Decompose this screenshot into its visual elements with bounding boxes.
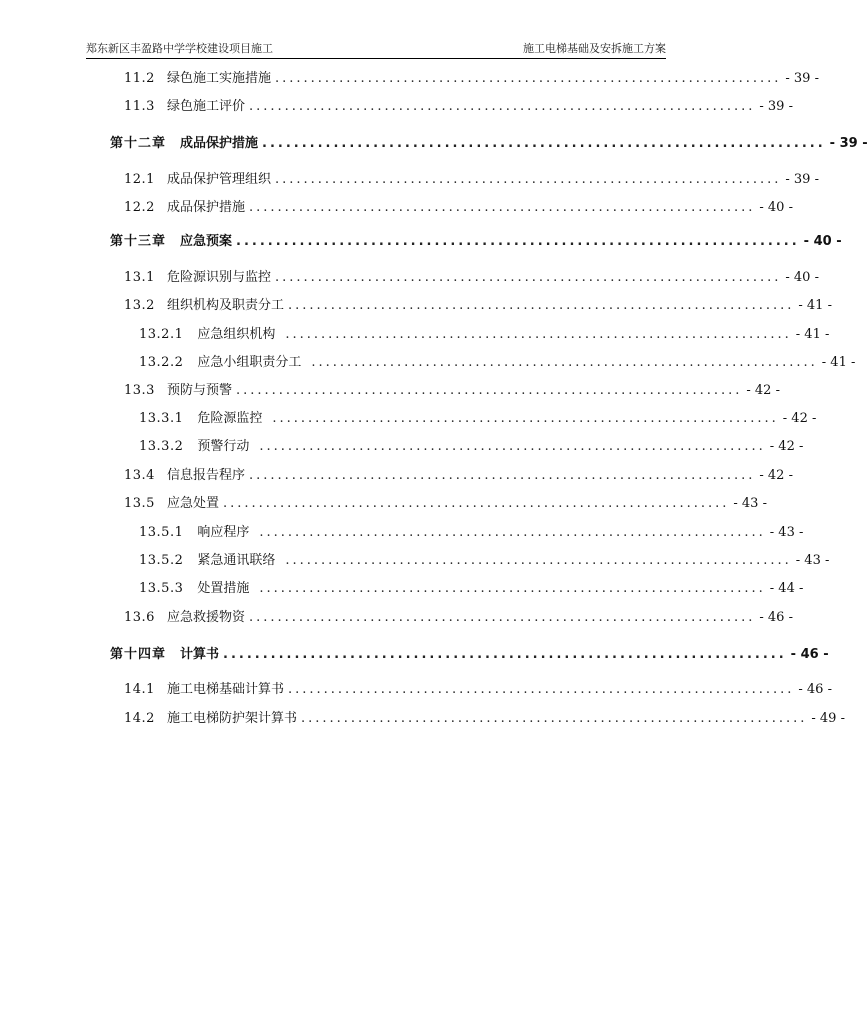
toc-leader: ....................................................................... bbox=[300, 711, 808, 726]
toc-page: - 43 - bbox=[733, 496, 767, 511]
toc-title: 预警行动 bbox=[197, 439, 250, 454]
toc-number: 13.5.3 bbox=[139, 581, 184, 596]
toc-entry[interactable] bbox=[124, 199, 793, 217]
toc-entry[interactable] bbox=[139, 326, 830, 344]
toc-leader: ....................................................................... bbox=[236, 234, 800, 249]
toc-leader: ....................................................................... bbox=[259, 525, 766, 540]
toc-entry[interactable] bbox=[124, 710, 845, 728]
toc-page: - 40 - bbox=[803, 234, 842, 249]
toc-leader: ....................................................................... bbox=[262, 136, 826, 151]
toc-page: - 39 - bbox=[829, 136, 868, 151]
toc-page: - 42 - bbox=[769, 439, 804, 454]
toc-entry[interactable] bbox=[139, 580, 804, 598]
toc-title: 处置措施 bbox=[197, 581, 250, 596]
toc-number: 13.3 bbox=[124, 383, 155, 398]
page-header bbox=[86, 40, 666, 59]
toc-number: 14.1 bbox=[124, 682, 155, 697]
toc-page: - 44 - bbox=[769, 581, 804, 596]
toc-number: 12.1 bbox=[124, 172, 155, 187]
toc-entry[interactable] bbox=[124, 609, 793, 627]
toc-page: - 42 - bbox=[746, 383, 780, 398]
toc-title: 预防与预警 bbox=[166, 383, 232, 398]
toc-title: 响应程序 bbox=[197, 525, 250, 540]
toc-entry[interactable] bbox=[124, 297, 832, 315]
toc-chapter-number: 第十四章 bbox=[110, 647, 167, 662]
toc-page: - 41 - bbox=[821, 355, 856, 370]
toc-entry[interactable] bbox=[124, 681, 832, 699]
toc-chapter-title: 计算书 bbox=[180, 647, 220, 662]
toc-page: - 41 - bbox=[795, 327, 830, 342]
toc-leader: ....................................................................... bbox=[248, 468, 756, 483]
toc-chapter-entry[interactable] bbox=[110, 135, 868, 153]
toc-page: - 39 - bbox=[759, 99, 793, 114]
toc-number: 13.2 bbox=[124, 298, 155, 313]
toc-chapter-entry[interactable] bbox=[110, 233, 842, 251]
toc-leader: ....................................................................... bbox=[235, 383, 743, 398]
toc-leader: ....................................................................... bbox=[223, 647, 787, 662]
toc-page: - 39 - bbox=[785, 172, 819, 187]
toc-number: 11.2 bbox=[124, 71, 155, 86]
toc-entry[interactable] bbox=[139, 552, 830, 570]
toc-leader: ....................................................................... bbox=[274, 172, 782, 187]
toc-number: 13.5.2 bbox=[139, 553, 184, 568]
toc-number: 13.1 bbox=[124, 270, 155, 285]
toc-number: 12.2 bbox=[124, 200, 155, 215]
toc-title: 绿色施工实施措施 bbox=[166, 71, 271, 86]
toc-number: 13.5 bbox=[124, 496, 155, 511]
toc-title: 信息报告程序 bbox=[166, 468, 245, 483]
toc-title: 组织机构及职责分工 bbox=[166, 298, 284, 313]
toc-entry[interactable] bbox=[124, 382, 780, 400]
toc-number: 11.3 bbox=[124, 99, 155, 114]
toc-title: 成品保护措施 bbox=[166, 200, 245, 215]
toc-number: 13.5.1 bbox=[139, 525, 184, 540]
toc-chapter-number: 第十三章 bbox=[110, 234, 167, 249]
toc-entry[interactable] bbox=[124, 98, 793, 116]
toc-title: 应急处置 bbox=[166, 496, 219, 511]
toc-leader: ....................................................................... bbox=[248, 99, 756, 114]
toc-title: 危险源监控 bbox=[197, 411, 263, 426]
toc-number: 13.2.2 bbox=[139, 355, 184, 370]
toc-number: 13.6 bbox=[124, 610, 155, 625]
toc-page: - 42 - bbox=[782, 411, 817, 426]
toc-page: - 42 - bbox=[759, 468, 793, 483]
toc-leader: ....................................................................... bbox=[259, 581, 766, 596]
toc-page: - 41 - bbox=[798, 298, 832, 313]
toc-leader: ....................................................................... bbox=[274, 71, 782, 86]
toc-leader: ....................................................................... bbox=[285, 553, 792, 568]
toc-page: - 46 - bbox=[790, 647, 829, 662]
header-project-name: 郑东新区丰盈路中学学校建设项目施工 bbox=[86, 42, 273, 55]
toc-leader: ....................................................................... bbox=[248, 610, 756, 625]
toc-title: 危险源识别与监控 bbox=[166, 270, 271, 285]
toc-entry[interactable] bbox=[139, 354, 856, 372]
toc-number: 13.2.1 bbox=[139, 327, 184, 342]
toc-entry[interactable] bbox=[124, 269, 819, 287]
toc-title: 应急小组职责分工 bbox=[197, 355, 302, 370]
toc-leader: ....................................................................... bbox=[272, 411, 779, 426]
toc-title: 紧急通讯联络 bbox=[197, 553, 276, 568]
toc-title: 成品保护管理组织 bbox=[166, 172, 271, 187]
toc-leader: ....................................................................... bbox=[285, 327, 792, 342]
toc-leader: ....................................................................... bbox=[274, 270, 782, 285]
toc-page: - 43 - bbox=[769, 525, 804, 540]
toc-title: 应急组织机构 bbox=[197, 327, 276, 342]
toc-chapter-title: 应急预案 bbox=[180, 234, 233, 249]
toc-chapter-entry[interactable] bbox=[110, 646, 829, 664]
toc-title: 施工电梯基础计算书 bbox=[166, 682, 284, 697]
toc-leader: ....................................................................... bbox=[287, 682, 795, 697]
toc-number: 13.4 bbox=[124, 468, 155, 483]
toc-page: - 46 - bbox=[759, 610, 793, 625]
header-document-title: 施工电梯基础及安拆施工方案 bbox=[523, 42, 666, 55]
toc-leader: ....................................................................... bbox=[222, 496, 730, 511]
toc-chapter-title: 成品保护措施 bbox=[180, 136, 259, 151]
toc-number: 13.3.1 bbox=[139, 411, 184, 426]
toc-page: - 39 - bbox=[785, 71, 819, 86]
toc-entry[interactable] bbox=[124, 467, 793, 485]
toc-leader: ....................................................................... bbox=[287, 298, 795, 313]
toc-entry[interactable] bbox=[139, 524, 804, 542]
toc-entry[interactable] bbox=[139, 410, 817, 428]
toc-number: 13.3.2 bbox=[139, 439, 184, 454]
toc-leader: ....................................................................... bbox=[259, 439, 766, 454]
toc-page: - 40 - bbox=[785, 270, 819, 285]
toc-entry[interactable] bbox=[139, 438, 804, 456]
toc-title: 应急救援物资 bbox=[166, 610, 245, 625]
toc-chapter-number: 第十二章 bbox=[110, 136, 167, 151]
toc-number: 14.2 bbox=[124, 711, 155, 726]
toc-entry[interactable] bbox=[124, 495, 767, 513]
toc-title: 绿色施工评价 bbox=[166, 99, 245, 114]
toc-entry[interactable] bbox=[124, 70, 819, 88]
toc-entry[interactable] bbox=[124, 171, 819, 189]
toc-page: - 40 - bbox=[759, 200, 793, 215]
toc-leader: ....................................................................... bbox=[311, 355, 818, 370]
toc-title: 施工电梯防护架计算书 bbox=[166, 711, 297, 726]
toc-leader: ....................................................................... bbox=[248, 200, 756, 215]
toc-page: - 43 - bbox=[795, 553, 830, 568]
toc-page: - 49 - bbox=[811, 711, 845, 726]
toc-page: - 46 - bbox=[798, 682, 832, 697]
